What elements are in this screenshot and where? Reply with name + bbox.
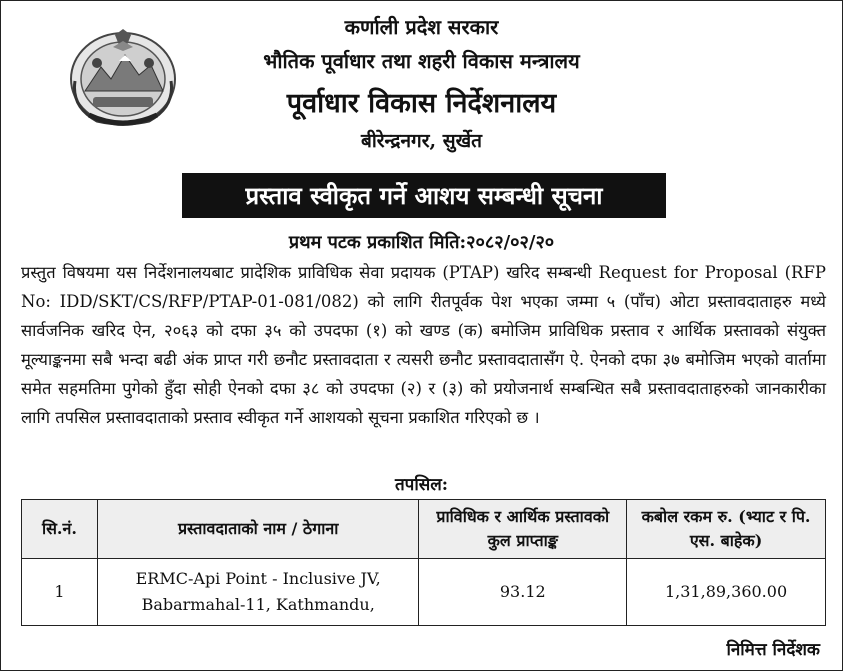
notice-body: प्रस्तुत विषयमा यस निर्देशनालयबाट प्रादेशिक प्राविधिक सेवा प्रदायक (PTAP) खरिद सम्बन्धी Request for Proposal (RFP No: IDD/SKT/CS/RFP/PTAP-01-081/082) को लागि रीतपूर्वक पेश भएका जम्मा ५ (पाँच) ओटा प्रस्तावदाताहरु मध्ये सार्वजनिक खरिद ऐन, २०६३ को दफा ३५ को उपदफा (१) को खण्ड (क) बमोजिम प्राविधिक प्रस्ताव र आर्थिक प्रस्तावको संयुक्त मूल्याङ्कनमा सबै भन्दा बढी अंक प्राप्त गरी छनौट प्रस्तावदाता र त्यसरी छनौट प्रस्तावदातासँग ऐ. ऐनको दफा ३७ बमोजिम भएको वार्तामा समेत सहमतिमा पुगेको हुँदा सोही ऐनको दफा ३८ को उपदफा (२) र (३) को प्रयोजनार्थ सम्बन्धित सबै प्रस्तावदाताहरुको जानकारीका लागि तपसिल प्रस्तावदाताको प्रस्ताव स्वीकृत गर्ने आशयको सूचना प्रकाशित गरिएको छ । <box>21 263 826 427</box>
col-header-amount: कबोल रकम रु. (भ्याट र पि. एस. बाहेक) <box>627 500 826 559</box>
notice-title: प्रस्ताव स्वीकृत गर्ने आशय सम्बन्धी सूचना <box>182 173 666 218</box>
col-header-score: प्राविधिक र आर्थिक प्रस्तावको कुल प्राप्ताङ्क <box>419 500 627 559</box>
publication-date: प्रथम पटक प्रकाशित मिति:२०८२/०२/२० <box>288 232 555 253</box>
office-location: बीरेन्द्रनगर, सुर्खेत <box>361 130 482 152</box>
signoff: निमित्त निर्देशक <box>726 640 820 660</box>
directorate-name: पूर्वाधार विकास निर्देशनालय <box>286 88 557 119</box>
bidder-address: Babarmahal-11, Kathmandu, <box>141 595 375 614</box>
bidder-name: ERMC-Api Point - Inclusive JV, <box>135 569 381 588</box>
government-name: कर्णाली प्रदेश सरकार <box>344 15 499 39</box>
ministry-name: भौतिक पूर्वाधार तथा शहरी विकास मन्त्रालय <box>263 49 580 73</box>
table-row <box>22 559 826 626</box>
col-header-bidder: प्रस्तावदाताको नाम / ठेगाना <box>97 500 419 559</box>
table-header-row <box>22 500 826 559</box>
cell-score: 93.12 <box>419 559 627 626</box>
details-label: तपसिल: <box>394 475 449 495</box>
bidder-table <box>21 499 826 626</box>
cell-amount: 1,31,89,360.00 <box>627 559 826 626</box>
cell-bidder <box>97 559 419 626</box>
cell-serial: 1 <box>22 559 98 626</box>
col-header-serial: सि.नं. <box>22 500 98 559</box>
